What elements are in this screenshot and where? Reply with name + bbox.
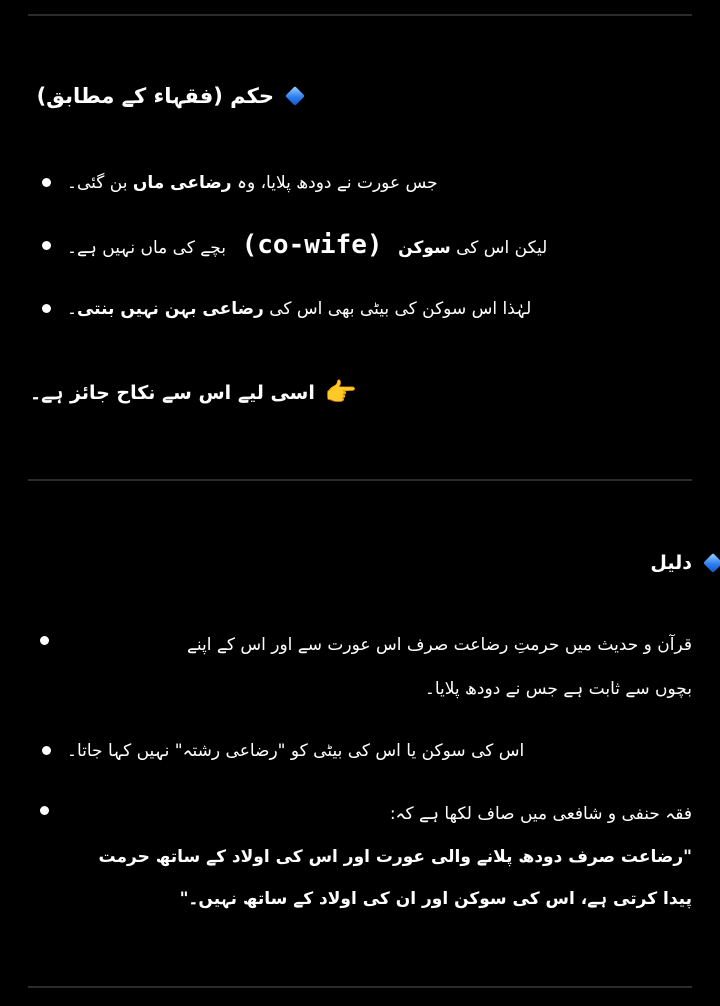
- conclusion: [30, 380, 692, 406]
- bullet-dot: [42, 304, 51, 313]
- bold-text: سوکن: [398, 238, 451, 258]
- bold-text: رضاعی بہن نہیں بنتی: [76, 299, 264, 319]
- co-wife-text: (co-wife): [225, 230, 399, 260]
- top-divider: [28, 14, 692, 16]
- section2-heading: [0, 552, 720, 574]
- list-item-text: [67, 230, 547, 260]
- list-item: [30, 172, 692, 193]
- bullet-dot: [42, 241, 51, 250]
- list-item: [30, 230, 692, 260]
- list-item-text: قرآن و حدیث میں حرمتِ رضاعت صرف اس عورت سے اور اس کے اپنے: [186, 635, 692, 655]
- text-part: لہٰذا اس سوکن کی بیٹی بھی اس کی: [263, 299, 532, 319]
- section1-heading-text: حکم (فقہاء کے مطابق): [36, 84, 274, 108]
- list-item-text: فقہ حنفی و شافعی میں صاف لکھا ہے کہ:: [389, 804, 692, 824]
- quote-text: "رضاعت صرف دودھ پلانے والی عورت اور اس کی اولاد کے ساتھ حرمت: [98, 847, 692, 867]
- bullet-dot: [42, 178, 51, 187]
- list-item-text: [67, 298, 531, 319]
- text-part: جس عورت نے دودھ پلایا، وہ: [231, 173, 438, 193]
- text-part: بن گئی۔: [67, 173, 133, 193]
- list-item-text: [67, 172, 438, 193]
- text-part: ۔: [67, 299, 77, 319]
- bold-text: رضاعی ماں: [132, 173, 232, 193]
- list-item: [30, 298, 692, 319]
- conclusion-text: [30, 380, 357, 406]
- list-item: [30, 740, 692, 761]
- text-part: لیکن اس کی: [450, 238, 548, 258]
- list-item-text: بچوں سے ثابت ہے جس نے دودھ پلایا۔: [424, 679, 692, 699]
- quote-text: پیدا کرتی ہے، اس کی سوکن اور ان کی اولاد کے ساتھ نہیں۔": [179, 889, 692, 909]
- bullet-dot: [40, 806, 49, 815]
- list-item-text: اس کی سوکن یا اس کی بیٹی کو "رضاعی رشتہ" نہیں کہا جاتا۔: [67, 741, 525, 761]
- backhand-index-pointing-right-icon: 👉: [324, 378, 358, 408]
- bullet-dot: [42, 746, 51, 755]
- blue-diamond-icon: [285, 86, 305, 106]
- text-part: بچے کی ماں نہیں ہے۔: [67, 238, 226, 258]
- bottom-divider: [28, 986, 692, 988]
- conclusion-bold: اسی لیے اس سے نکاح جائز ہے۔: [30, 382, 315, 404]
- blue-diamond-icon: [703, 553, 720, 573]
- bullet-dot: [40, 636, 49, 645]
- section2-heading-text: دلیل: [650, 552, 692, 574]
- section1-heading: [0, 84, 720, 108]
- section-divider: [28, 479, 692, 481]
